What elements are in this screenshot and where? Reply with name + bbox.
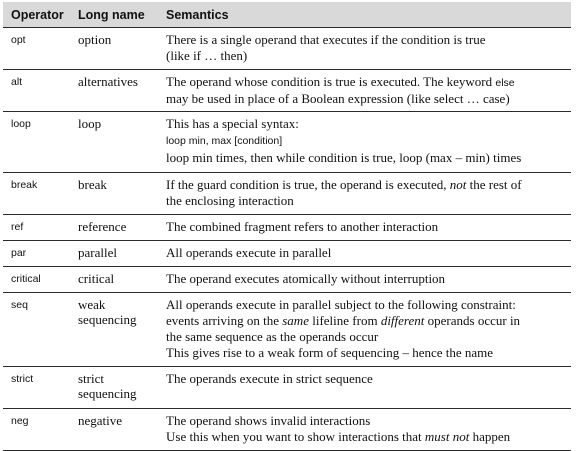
long-name-cell: option bbox=[70, 28, 158, 70]
emphasis-text: not bbox=[449, 177, 467, 192]
loop-syntax: loop min, max [condition] bbox=[166, 135, 283, 147]
semantics-line: loop min times, then while condition is true, loop (max – min) times bbox=[166, 150, 522, 165]
semantics-cell bbox=[158, 112, 571, 173]
table-row-loop bbox=[3, 112, 571, 173]
semantics-line: may be used in place of a Boolean expression (like select … case) bbox=[166, 91, 510, 106]
semantics-line bbox=[166, 429, 567, 445]
combined-fragment-operators-table bbox=[3, 2, 571, 451]
operator-cell: par bbox=[3, 241, 70, 267]
operator-cell: opt bbox=[3, 28, 70, 70]
header-long-name: Long name bbox=[70, 2, 158, 28]
long-name-cell: reference bbox=[70, 215, 158, 241]
table-row-ref bbox=[3, 215, 571, 241]
semantics-cell bbox=[158, 367, 571, 409]
semantics-line: (like if … then) bbox=[166, 48, 248, 63]
emphasis-text: different bbox=[380, 313, 425, 328]
emphasis-text: same bbox=[282, 313, 309, 328]
long-name-line: weak bbox=[78, 297, 106, 312]
semantics-line bbox=[166, 177, 567, 193]
table-row-seq bbox=[3, 293, 571, 367]
semantics-line: All operands execute in parallel subject to the following constraint: bbox=[166, 297, 516, 312]
semantics-cell bbox=[158, 70, 571, 112]
long-name-line: sequencing bbox=[78, 386, 137, 401]
semantics-cell bbox=[158, 241, 571, 267]
semantics-text: The operand whose condition is true is executed. The keyword bbox=[166, 74, 493, 89]
long-name-cell: negative bbox=[70, 409, 158, 451]
long-name-cell: critical bbox=[70, 267, 158, 293]
operator-cell: break bbox=[3, 173, 70, 215]
operator-cell: neg bbox=[3, 409, 70, 451]
long-name-cell bbox=[70, 293, 158, 367]
operator-cell: seq bbox=[3, 293, 70, 367]
operator-cell: critical bbox=[3, 267, 70, 293]
semantics-line: The operand executes atomically without interruption bbox=[166, 271, 446, 286]
semantics-text: If the guard condition is true, the operand is executed, bbox=[166, 177, 447, 192]
header-semantics: Semantics bbox=[158, 2, 571, 28]
semantics-line: This gives rise to a weak form of sequencing – hence the name bbox=[166, 345, 494, 360]
semantics-text: lifeline from bbox=[312, 313, 378, 328]
operator-cell: loop bbox=[3, 112, 70, 173]
table-row-opt bbox=[3, 28, 571, 70]
long-name-cell bbox=[70, 367, 158, 409]
semantics-line bbox=[166, 313, 567, 329]
semantics-cell bbox=[158, 28, 571, 70]
semantics-line: This has a special syntax: bbox=[166, 116, 299, 131]
table-row-critical bbox=[3, 267, 571, 293]
table-row-neg bbox=[3, 409, 571, 451]
long-name-cell: parallel bbox=[70, 241, 158, 267]
semantics-text: operands occur in bbox=[427, 313, 521, 328]
semantics-line: the enclosing interaction bbox=[166, 193, 294, 208]
semantics-line: The operands execute in strict sequence bbox=[166, 371, 373, 386]
semantics-cell bbox=[158, 267, 571, 293]
semantics-cell bbox=[158, 215, 571, 241]
operator-cell: strict bbox=[3, 367, 70, 409]
long-name-line: strict bbox=[78, 371, 104, 386]
table-row-strict bbox=[3, 367, 571, 409]
semantics-line: There is a single operand that executes if the condition is true bbox=[166, 32, 486, 47]
semantics-text: Use this when you want to show interactions that bbox=[166, 429, 422, 444]
semantics-text: events arriving on the bbox=[166, 313, 279, 328]
table-row-alt bbox=[3, 70, 571, 112]
semantics-cell bbox=[158, 293, 571, 367]
header-operator: Operator bbox=[3, 2, 70, 28]
semantics-line: the same sequence as the operands occur bbox=[166, 329, 379, 344]
operator-cell: alt bbox=[3, 70, 70, 112]
semantics-line: The combined fragment refers to another interaction bbox=[166, 219, 439, 234]
table-row-break bbox=[3, 173, 571, 215]
semantics-line: The operand shows invalid interactions bbox=[166, 413, 371, 428]
long-name-cell: alternatives bbox=[70, 70, 158, 112]
keyword-else: else bbox=[495, 77, 515, 89]
semantics-line: All operands execute in parallel bbox=[166, 245, 332, 260]
semantics-text: the rest of bbox=[469, 177, 522, 192]
long-name-cell: loop bbox=[70, 112, 158, 173]
header-row bbox=[3, 2, 571, 28]
table-row-par bbox=[3, 241, 571, 267]
semantics-cell bbox=[158, 173, 571, 215]
semantics-line bbox=[166, 74, 567, 91]
semantics-text: happen bbox=[472, 429, 511, 444]
semantics-cell bbox=[158, 409, 571, 451]
long-name-cell: break bbox=[70, 173, 158, 215]
emphasis-text: must not bbox=[424, 429, 470, 444]
long-name-line: sequencing bbox=[78, 312, 137, 327]
operator-cell: ref bbox=[3, 215, 70, 241]
